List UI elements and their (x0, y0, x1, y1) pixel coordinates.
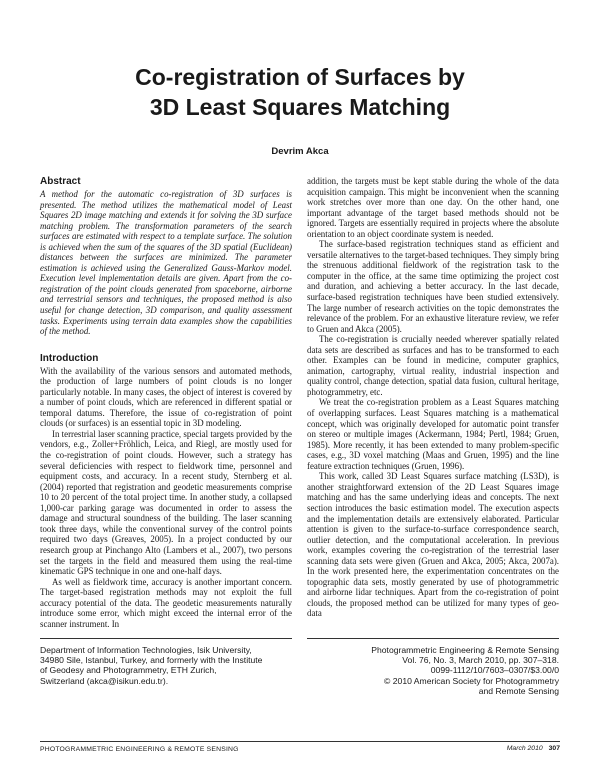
footer-divider (40, 741, 560, 742)
author-affiliation (40, 645, 292, 686)
journal-line: © 2010 American Society for Photogrammetry (384, 675, 559, 686)
journal-line: Vol. 76, No. 3, March 2010, pp. 307–318. (402, 655, 559, 666)
left-column (40, 176, 292, 629)
intro-paragraph: As well as fieldwork time, accuracy is another important concern. The target-based registration methods may not exploit the full accuracy potential of the data. The geodetic measurements naturally introduce some error, which might exceed the internal error of the scanner instrument. In (40, 576, 292, 629)
footer-journal-name: PHOTOGRAMMETRIC ENGINEERING & REMOTE SENSING (40, 746, 239, 753)
body-paragraph: The co-registration is crucially needed wherever spatially related data sets are described as surfaces and has to be transformed to each other. Examples can be found in medicine, computer graphics, animation, cartography, virtual reality, industrial inspection and quality control, change detection, spatial data fusion, cultural heritage, photogrammetry, etc. (307, 334, 559, 397)
body-paragraph: This work, called 3D Least Squares surface matching (LS3D), is another straightforward extension of the 2D Least Squares image matching and has the same underlying ideas and concepts. The next section introduces the basic estimation model. The execution aspects and the implementation details are extensively elaborated. Particular attention is given to the surface-to-surface correspondence search, outlier detection, and the computational acceleration. In previous work, examples covering the co-registration of the terrestrial laser scanning data sets were given (Gruen and Akca, 2005; Akca, 2007a). In the work presented here, the experimentation concentrates on the topographic data sets, mostly generated by use of photogrammetric and airborne lidar techniques. Apart from the co-registration of point clouds, the proposed method can be utilized for many types of geo-data (307, 471, 559, 619)
right-column (307, 176, 559, 619)
paper-title-line-2: 3D Least Squares Matching (149, 94, 451, 120)
affiliation-line: 34980 Sile, Istanbul, Turkey, and formerly with the Institute (40, 655, 263, 666)
affiliation-divider (40, 638, 292, 639)
journal-line: 0099-1112/10/7603–0307/$3.00/0 (430, 665, 559, 676)
intro-paragraph: In terrestrial laser scanning practice, special targets provided by the vendors, e.g., Zoller+Fröhlich, Leica, and Riegl, are mostly used for the co-registration of point clouds. However, such a strategy has several deficiencies with respect to fieldwork time, personnel and equipment costs, and accuracy. In a recent study, Sternberg et al. (2004) reported that registration and geodetic measurements comprise 10 to 20 percent of the total project time. In another study, a collapsed 1,000-car parking garage was documented in order to assess the damage and structural soundness of the building. The laser scanning took three days, while the conventional survey of the control points required two days (Greaves, 2005). In a project conducted by our research group at Pinchango Alto (Lambers et al., 2007), two persons set the targets in the field and measured them using the real-time kinematic GPS technique in one and one-half days. (40, 428, 292, 577)
affiliation-line: of Geodesy and Photogrammetry, ETH Zurich, (40, 665, 217, 676)
abstract-heading: Abstract (40, 176, 81, 187)
intro-paragraph: With the availability of the various sensors and automated methods, the production of large numbers of point clouds is no longer particularly notable. In many cases, the object of interest is covered by a number of point clouds, which are referenced in different spatial or temporal datums. Therefore, the issue of co-registration of point clouds (or surfaces) is an essential topic in 3D modeling. (40, 365, 292, 429)
author-name: Devrim Akca (271, 146, 329, 157)
body-paragraph: We treat the co-registration problem as a Least Squares matching of overlapping surfaces. Least Squares matching is a mathematical concept, which was originally developed for automatic point transfer on stereo or multiple images (Ackermann, 1984; Pertl, 1984; Gruen, 1985). More recently, it has been extended to many problem-specific cases, e.g., 3D voxel matching (Maas and Gruen, 1995) and the line feature extraction techniques (Gruen, 1996). (307, 397, 559, 471)
footer-date: March 2010 (506, 745, 543, 752)
journal-line: and Remote Sensing (478, 685, 559, 696)
affiliation-line: Switzerland (akca@isikun.edu.tr). (40, 675, 169, 686)
affiliation-line: Department of Information Technologies, Isik University, (40, 645, 252, 655)
footer-page-info (507, 745, 560, 752)
journal-citation (307, 645, 559, 696)
journal-info-divider (307, 638, 559, 639)
body-paragraph: addition, the targets must be kept stable during the whole of the data acquisition campaign. This might be inconvenient when the scanning work stretches over more than one day. On the other hand, one important advantage of the target based methods should not be ignored. Targets are essentially required in projects where the absolute orientation to an object coordinate system is needed. (307, 176, 559, 239)
journal-line: Photogrammetric Engineering & Remote Sensing (371, 645, 559, 655)
introduction-heading: Introduction (40, 352, 99, 364)
paper-title-line-1: Co-registration of Surfaces by (135, 64, 465, 90)
body-paragraph: The surface-based registration techniques stand as efficient and versatile alternatives to the target-based techniques. They simply bring the strenuous additional fieldwork of the registration task to the computer in the office, at the same time optimizing the project cost and duration, and achieving a better accuracy. In the last decade, surface-based registration techniques have been studied extensively. The large number of research activities on the topic demonstrates the relevance of the problem. For an exhaustive literature review, we refer to Gruen and Akca (2005). (307, 239, 559, 334)
page-number: 307 (548, 745, 560, 752)
abstract-text: A method for the automatic co-registration of 3D surfaces is presented. The method utilizes the mathematical model of Least Squares 2D image matching and extends it for solving the 3D surface matching problem. The transformation parameters of the search surfaces are estimated with respect to a template surface. The solution is achieved when the sum of the squares of the 3D spatial (Euclidean) distances between the surfaces are minimized. The parameter estimation is achieved using the Generalized Gauss-Markov model. Execution level implementation details are given. Apart from the co-registration of the point clouds generated from spaceborne, airborne and terrestrial sensors and techniques, the proposed method is also useful for change detection, 3D comparison, and quality assessment tasks. Experiments using terrain data examples show the capabilities of the method. (40, 189, 292, 337)
